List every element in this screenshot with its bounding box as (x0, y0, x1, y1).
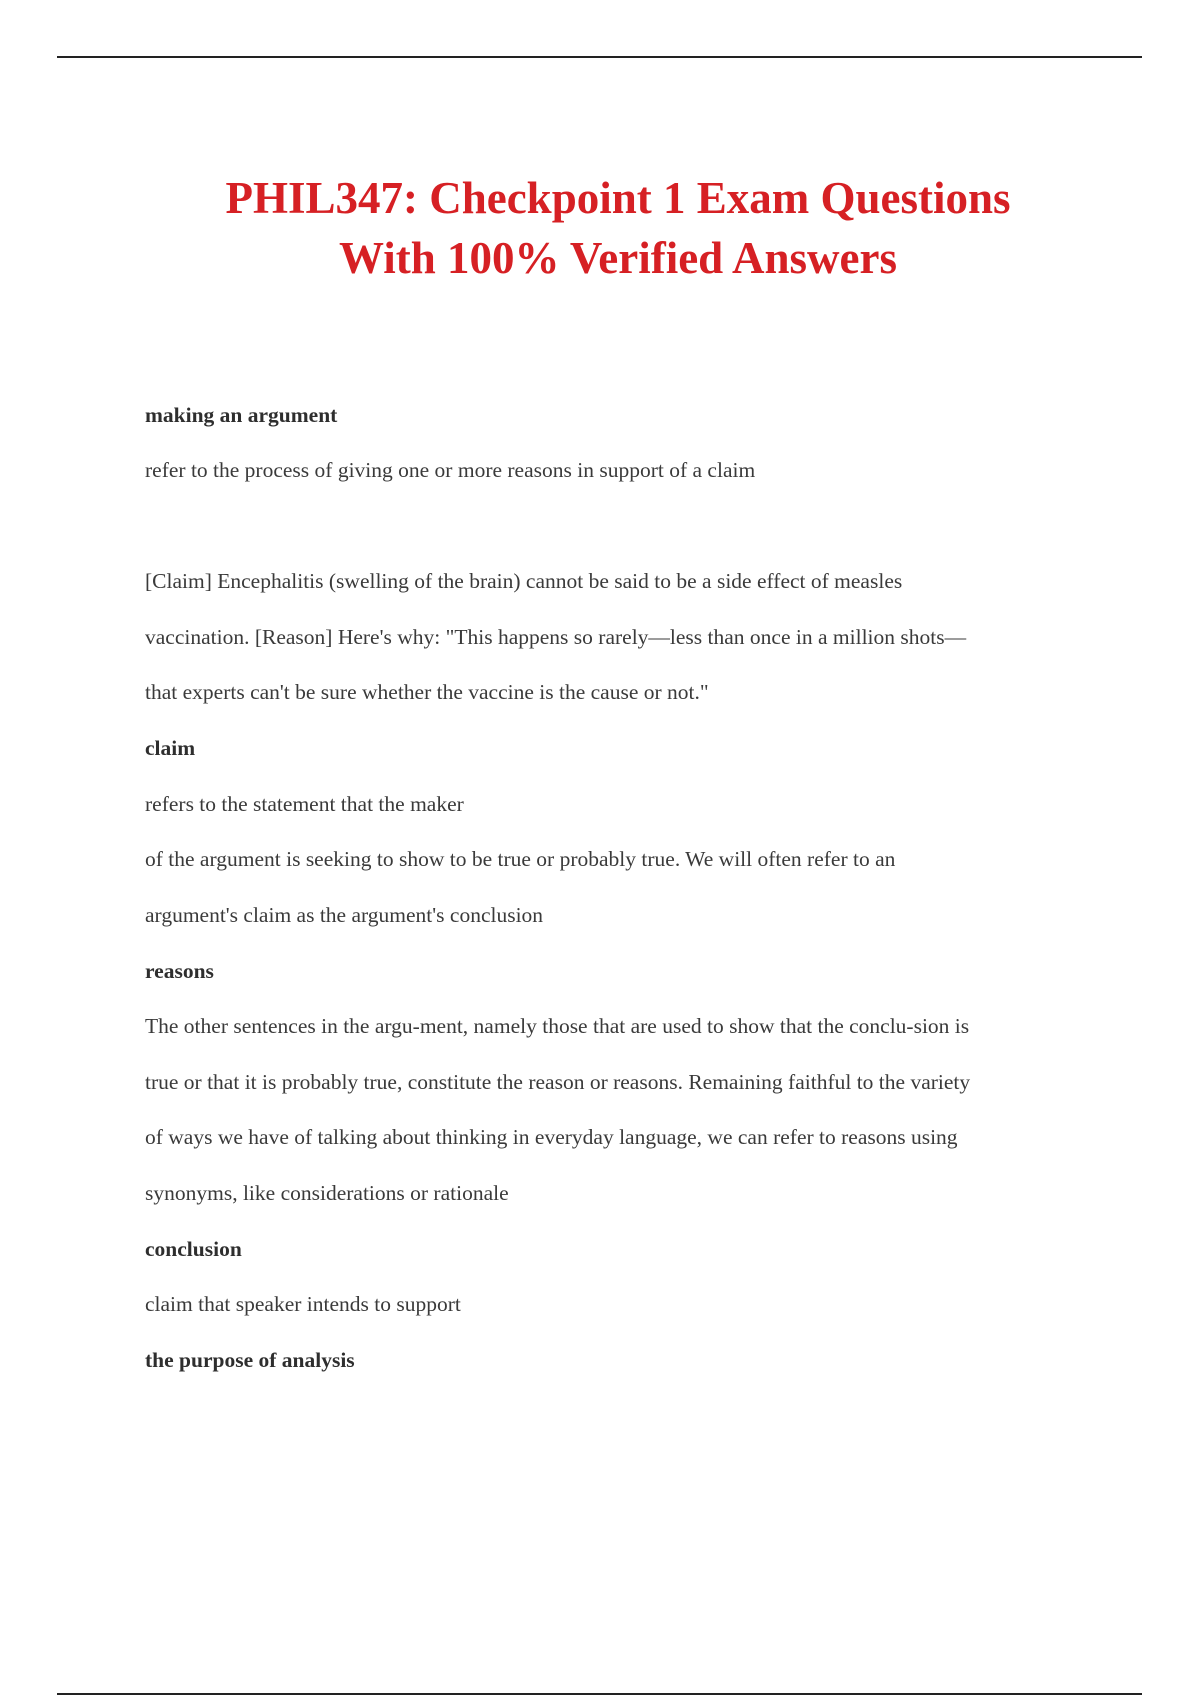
top-rule (57, 56, 1142, 58)
answer-line: refers to the statement that the maker (145, 792, 464, 816)
bottom-rule (57, 1693, 1142, 1695)
answer-line: claim that speaker intends to support (145, 1292, 461, 1316)
answer-line: The other sentences in the argu-ment, namely those that are used to show that the conclu-sion is (145, 1014, 970, 1038)
answer-line: synonyms, like considerations or rationale (145, 1181, 509, 1205)
example-line: that experts can't be sure whether the vaccine is the cause or not." (145, 680, 709, 704)
term-making-an-argument: making an argument (145, 403, 338, 427)
document-title (0, 168, 1200, 288)
title-line-1: PHIL347: Checkpoint 1 Exam Questions (225, 173, 1011, 223)
term-conclusion: conclusion (145, 1237, 242, 1261)
answer-line: refer to the process of giving one or more reasons in support of a claim (145, 458, 756, 482)
answer-line: argument's claim as the argument's conclusion (145, 903, 544, 927)
example-line: vaccination. [Reason] Here's why: "This happens so rarely—less than once in a million shots— (145, 625, 967, 649)
answer-line: of the argument is seeking to show to be true or probably true. We will often refer to an (145, 847, 896, 871)
example-line: [Claim] Encephalitis (swelling of the brain) cannot be said to be a side effect of measles (145, 569, 903, 593)
term-the-purpose-of-analysis: the purpose of analysis (145, 1348, 355, 1372)
answer-line: of ways we have of talking about thinking in everyday language, we can refer to reasons using (145, 1125, 958, 1149)
term-reasons: reasons (145, 959, 214, 983)
answer-line: true or that it is probably true, constitute the reason or reasons. Remaining faithful to the variety (145, 1070, 971, 1094)
title-line-2: With 100% Verified Answers (339, 233, 897, 283)
term-claim: claim (145, 736, 196, 760)
